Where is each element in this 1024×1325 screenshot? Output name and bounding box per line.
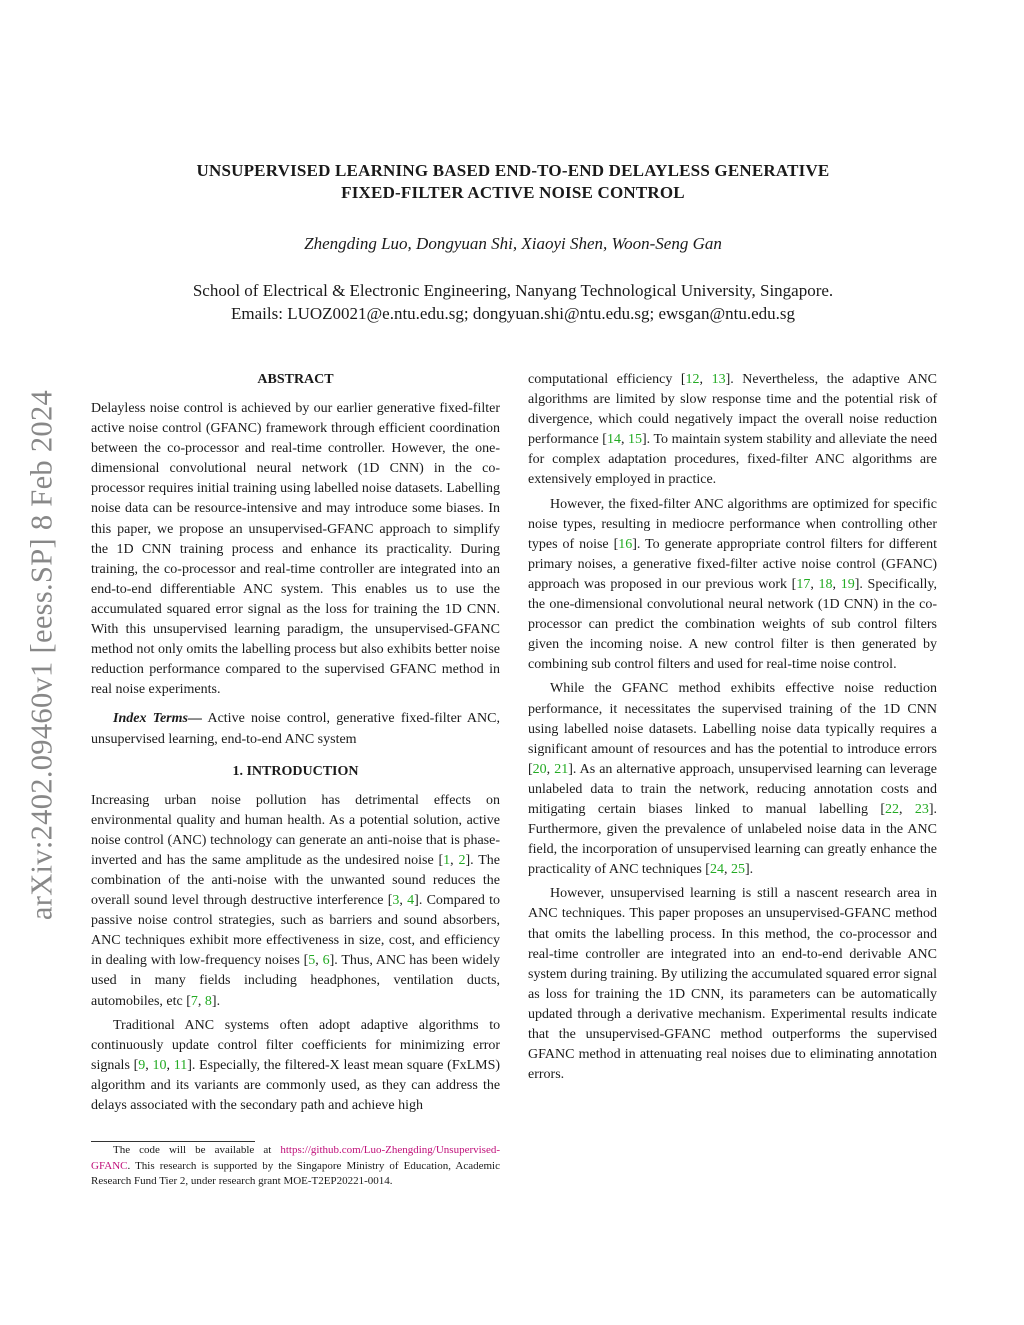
citation-link[interactable]: 18 — [818, 576, 833, 592]
intro-paragraph-1: Increasing urban noise pollution has detrimental effects on environmental quality and human health. As a potential solution, active noise control (ANC) technology can generate an anti-noise that is phase-inverted and has the same amplitude as the undesired noise [1, 2]. The combination of the anti-noise with the unwanted sound reduces the overall sound level through destructive interference [3, 4]. Compared to passive noise control strategies, such as barriers and sound absorbers, ANC techniques exhibit more effectiveness in size, cost, and efficiency in dealing with low-frequency noises [5, 6]. Thus, ANC has been widely used in many fields including headphones, ventilation ducts, automobiles, etc [7, 8]. — [91, 792, 501, 1009]
intro-paragraph-4: While the GFANC method exhibits effective noise reduction performance, it necessitates the supervised training of the 1D CNN using labelled noise datasets. Labelling noise data typically requires a significant amount of resources and has the potential to introduce errors [20, 21]. As an alternative approach, unsupervised learning can leverage unlabeled data to train the network, reducing annotation costs and mitigating certain biases linked to manual labelling [22, 23]. Furthermore, given the prevalence of unlabeled noise data in the ANC field, the incorporation of unsupervised learning can greatly enhance the practicality of ANC techniques [24, 25]. — [528, 681, 938, 878]
code-link[interactable]: https://github.com/Luo-Zhengding/Unsupervised-GFANC — [91, 1144, 500, 1172]
citation-link[interactable]: 12 — [685, 372, 700, 387]
footnote — [91, 1143, 500, 1190]
citation-link[interactable]: 2 — [458, 852, 466, 868]
citation-link[interactable]: 15 — [628, 432, 642, 448]
intro-paragraph-3: However, the fixed-filter ANC algorithms are optimized for specific noise types, resulting in mediocre performance when controlling other types of noise [16]. To generate appropriate control filters for different primary noises, a generative fixed-filter active noise control (GFANC) approach was proposed in our previous work [17, 18, 19]. Specifically, the one-dimensional convolutional neural network (1D CNN) in the co-processor can predict the combination weights of sub control filters given the incoming noise. A new control filter is then generated by combining sub control filters and used for real-time noise control. — [528, 496, 938, 673]
intro-paragraph-2: Traditional ANC systems often adopt adaptive algorithms to continuously update control filter coefficients for minimizing error signals [9, 10, 11]. Especially, the filtered-X least mean square (FxLMS) algorithm and its variants are commonly used, as they can address the delays associated with the secondary path and achieve high — [91, 1017, 501, 1113]
citation-link[interactable]: 21 — [554, 761, 569, 777]
intro-heading: 1. INTRODUCTION — [232, 763, 359, 779]
citation-link[interactable]: 11 — [173, 1057, 188, 1073]
paper-title — [90, 160, 936, 204]
citation-link[interactable]: 8 — [204, 993, 212, 1009]
citation-link[interactable]: 4 — [407, 893, 415, 909]
index-terms-text: Active noise control, generative fixed-filter ANC, unsupervised learning, end-to-end ANC system — [91, 711, 500, 747]
citation-link[interactable]: 24 — [709, 862, 724, 878]
citation-link[interactable]: 1 — [443, 852, 451, 868]
citation-link[interactable]: 23 — [914, 801, 929, 817]
citation-link[interactable]: 20 — [532, 761, 547, 777]
footnote-rule — [91, 1141, 255, 1142]
left-column — [91, 370, 500, 1116]
intro-paragraph-2-continued: computational efficiency [12, 13]. Nevertheless, the adaptive ANC algorithms are limited by slow response time and the potential risk of divergence, which could negatively impact the overall noise reduction performance [14, 15]. To maintain system stability and alleviate the need for complex adaptation procedures, fixed-filter ANC algorithms are extensively employed in practice. — [528, 372, 938, 488]
right-column — [528, 370, 937, 1085]
abstract-heading: ABSTRACT — [257, 372, 334, 387]
citation-link[interactable]: 7 — [190, 993, 198, 1009]
affiliation-block — [90, 279, 936, 325]
citation-link[interactable]: 9 — [138, 1057, 146, 1073]
citation-link[interactable]: 16 — [618, 536, 633, 552]
emails: Emails: LUOZ0021@e.ntu.edu.sg; dongyuan.shi@ntu.edu.sg; ewsgan@ntu.edu.sg — [231, 304, 795, 323]
index-terms — [91, 709, 500, 749]
citation-link[interactable]: 22 — [884, 801, 899, 817]
citation-link[interactable]: 17 — [796, 576, 811, 592]
citation-link[interactable]: 25 — [730, 862, 745, 878]
intro-paragraph-5: However, unsupervised learning is still a nascent research area in ANC techniques. This paper proposes an unsupervised-GFANC method that omits the labelling process. In this method, the co-processor and real-time controller are integrated into an end-to-end derivable ANC system during training. By utilizing the accumulated squared error signal as loss for training the 1D CNN, its parameters can be automatically updated through a derivative mechanism. Experimental results indicate that the unsupervised-GFANC method outperforms the supervised GFANC method in attenuating real noises due to eliminating annotation errors. — [528, 886, 938, 1083]
title-line-2: FIXED-FILTER ACTIVE NOISE CONTROL — [341, 183, 685, 202]
title-line-1: UNSUPERVISED LEARNING BASED END-TO-END DELAYLESS GENERATIVE — [196, 161, 830, 180]
citation-link[interactable]: 5 — [308, 953, 316, 969]
index-terms-label: Index Terms— — [113, 711, 202, 727]
citation-link[interactable]: 14 — [606, 432, 621, 448]
citation-link[interactable]: 19 — [840, 576, 855, 592]
citation-link[interactable]: 10 — [152, 1057, 167, 1073]
footnote-lead: The code will be available at — [113, 1144, 281, 1156]
footnote-tail: . This research is supported by the Singapore Ministry of Education, Academic Research Fund Tier 2, under research grant MOE-T2EP20221-0014. — [91, 1159, 500, 1187]
arxiv-identifier: arXiv:2402.09460v1 [eess.SP] 8 Feb 2024 — [24, 389, 59, 921]
citation-link[interactable]: 6 — [322, 953, 330, 969]
affiliation: School of Electrical & Electronic Engineering, Nanyang Technological University, Singapore. — [192, 281, 834, 300]
author-list: Zhengding Luo, Dongyuan Shi, Xiaoyi Shen, Woon-Seng Gan — [304, 234, 722, 253]
citation-link[interactable]: 13 — [711, 372, 726, 387]
citation-link[interactable]: 3 — [392, 893, 400, 909]
abstract-text: Delayless noise control is achieved by our earlier generative fixed-filter active noise control (GFANC) framework through efficient coordination between the co-processor and real-time controller. However, the one-dimensional convolutional neural network (1D CNN) in the co-processor requires initial training using labelled noise datasets. Labelling noise data can be resource-intensive and may introduce some biases. In this paper, we propose an unsupervised-GFANC approach to simplify the 1D CNN training process and enhance its practicality. During training, the co-processor and real-time controller are integrated into an end-to-end differentiable ANC system. This enables us to use the accumulated squared error signal as the loss for training the 1D CNN. With this unsupervised learning paradigm, the unsupervised-GFANC method not only omits the labelling process but also exhibits better noise reduction performance compared to the supervised GFANC method in real noise experiments. — [91, 401, 500, 698]
